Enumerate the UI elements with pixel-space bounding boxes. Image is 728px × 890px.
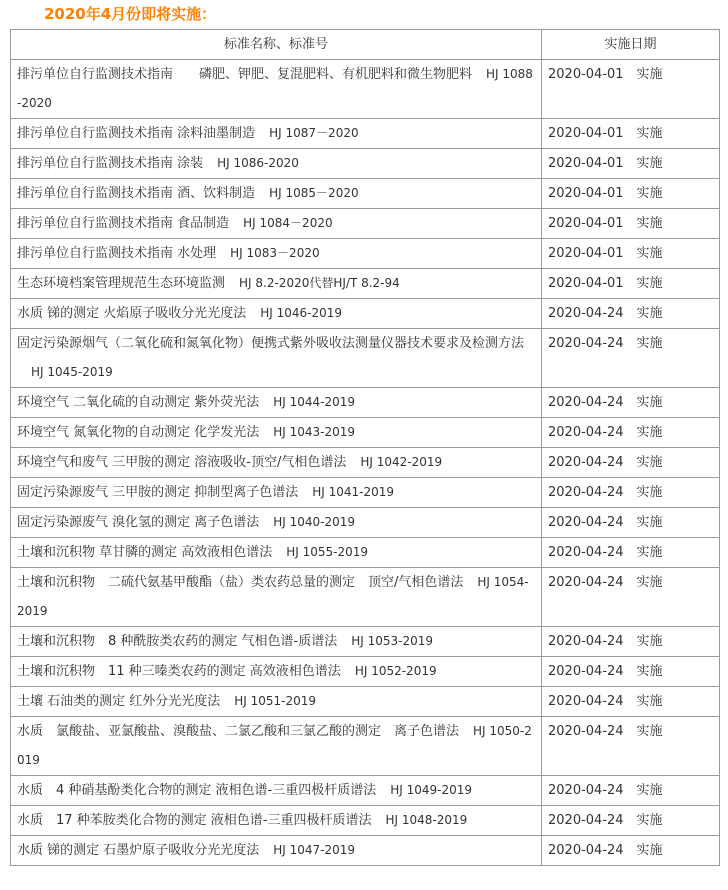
column-header-date: 实施日期	[542, 30, 720, 60]
implementation-date: 2020-04-01 实施	[542, 239, 720, 269]
column-header-name: 标准名称、标准号	[11, 30, 542, 60]
implementation-date: 2020-04-24 实施	[542, 388, 720, 418]
standard-name: 土壤和沉积物 二硫代氨基甲酸酯（盐）类农药总量的测定 顶空/气相色谱法	[17, 575, 464, 590]
standard-code: HJ 1049-2019	[390, 783, 473, 797]
standard-name: 固定污染源废气 三甲胺的测定 抑制型离子色谱法	[17, 485, 299, 500]
standard-name: 土壤和沉积物 11 种三嗪类农药的测定 高效液相色谱法	[17, 664, 341, 679]
standard-name-cell	[11, 657, 542, 687]
implementation-date: 2020-04-01 实施	[542, 60, 720, 119]
standard-code: HJ 1046-2019	[260, 306, 343, 320]
standard-code: HJ 1084－2020	[243, 216, 333, 230]
standard-name-cell	[11, 179, 542, 209]
standard-name: 排污单位自行监测技术指南 食品制造	[17, 216, 230, 231]
table-row	[11, 687, 720, 717]
standard-code: HJ 1083－2020	[230, 246, 320, 260]
standard-name-cell	[11, 478, 542, 508]
standard-code: HJ 1052-2019	[354, 664, 437, 678]
standard-name: 水质 4 种硝基酚类化合物的测定 液相色谱-三重四极杆质谱法	[17, 783, 377, 798]
standard-name: 水质 锑的测定 石墨炉原子吸收分光光度法	[17, 843, 260, 858]
table-row	[11, 299, 720, 329]
implementation-date: 2020-04-01 实施	[542, 119, 720, 149]
implementation-date: 2020-04-24 实施	[542, 776, 720, 806]
implementation-date: 2020-04-24 实施	[542, 627, 720, 657]
standard-code: HJ 1050-2019	[17, 724, 532, 767]
table-row	[11, 568, 720, 627]
standards-table	[10, 29, 720, 866]
table-row	[11, 478, 720, 508]
standard-name-cell	[11, 269, 542, 299]
implementation-date: 2020-04-24 实施	[542, 448, 720, 478]
page-heading: 2020年4月份即将实施：	[44, 5, 217, 23]
table-row	[11, 269, 720, 299]
standard-name-cell	[11, 209, 542, 239]
standard-name-cell	[11, 418, 542, 448]
standard-name-cell	[11, 776, 542, 806]
standard-code: HJ 1045-2019	[31, 365, 113, 379]
table-row	[11, 179, 720, 209]
standard-name-cell	[11, 60, 542, 119]
standard-code: HJ 1054-2019	[17, 575, 529, 618]
standard-name: 固定污染源烟气（二氧化硫和氮氧化物）便携式紫外吸收法测量仪器技术要求及检测方法	[17, 336, 525, 351]
standard-code: HJ 1042-2019	[360, 455, 443, 469]
implementation-date: 2020-04-24 实施	[542, 418, 720, 448]
standard-code: HJ 1085－2020	[269, 186, 359, 200]
standard-name: 排污单位自行监测技术指南 水处理	[17, 246, 217, 261]
standard-code: HJ 1043-2019	[273, 425, 356, 439]
standard-name: 生态环境档案管理规范生态环境监测	[17, 276, 226, 291]
standard-name-cell	[11, 299, 542, 329]
standard-name: 排污单位自行监测技术指南 酒、饮料制造	[17, 186, 256, 201]
table-row	[11, 538, 720, 568]
standard-name-cell	[11, 508, 542, 538]
standard-name: 水质 锑的测定 火焰原子吸收分光光度法	[17, 306, 247, 321]
table-row	[11, 239, 720, 269]
standard-name-cell	[11, 538, 542, 568]
standard-code: HJ 1053-2019	[351, 634, 434, 648]
standard-name: 水质 17 种苯胺类化合物的测定 液相色谱-三重四极杆质谱法	[17, 813, 372, 828]
table-row	[11, 508, 720, 538]
standard-name: 环境空气 氮氧化物的自动测定 化学发光法	[17, 425, 260, 440]
table-row	[11, 717, 720, 776]
standard-name-cell	[11, 388, 542, 418]
standard-name-cell	[11, 239, 542, 269]
standard-name-cell	[11, 627, 542, 657]
implementation-date: 2020-04-24 实施	[542, 329, 720, 388]
standard-name: 土壤 石油类的测定 红外分光光度法	[17, 694, 221, 709]
standard-name-cell	[11, 687, 542, 717]
standard-code: HJ 1044-2019	[273, 395, 356, 409]
standard-name-cell	[11, 119, 542, 149]
table-row	[11, 329, 720, 388]
table-row	[11, 149, 720, 179]
table-row	[11, 657, 720, 687]
standard-name: 水质 氯酸盐、亚氯酸盐、溴酸盐、二氯乙酸和三氯乙酸的测定 离子色谱法	[17, 724, 460, 739]
implementation-date: 2020-04-01 实施	[542, 209, 720, 239]
standard-name: 环境空气和废气 三甲胺的测定 溶液吸收-顶空/气相色谱法	[17, 455, 347, 470]
table-row	[11, 806, 720, 836]
standard-name: 排污单位自行监测技术指南 涂装	[17, 156, 204, 171]
implementation-date: 2020-04-01 实施	[542, 149, 720, 179]
standard-code: HJ 1055-2019	[286, 545, 369, 559]
table-row	[11, 119, 720, 149]
standard-code: HJ 1088-2020	[17, 67, 533, 110]
standard-name-cell	[11, 806, 542, 836]
table-row	[11, 627, 720, 657]
standard-name-cell	[11, 149, 542, 179]
implementation-date: 2020-04-01 实施	[542, 269, 720, 299]
standard-code: HJ 1086-2020	[217, 156, 299, 170]
standard-name: 土壤和沉积物 草甘膦的测定 高效液相色谱法	[17, 545, 273, 560]
table-row	[11, 418, 720, 448]
table-header-row	[11, 30, 720, 60]
table-row	[11, 448, 720, 478]
standard-name-cell	[11, 568, 542, 627]
table-row	[11, 60, 720, 119]
table-row	[11, 776, 720, 806]
implementation-date: 2020-04-24 实施	[542, 717, 720, 776]
implementation-date: 2020-04-24 实施	[542, 687, 720, 717]
implementation-date: 2020-04-24 实施	[542, 806, 720, 836]
implementation-date: 2020-04-24 实施	[542, 538, 720, 568]
standard-code: HJ 8.2-2020代替HJ/T 8.2-94	[239, 276, 400, 290]
standard-code: HJ 1051-2019	[234, 694, 317, 708]
table-row	[11, 209, 720, 239]
standard-name: 土壤和沉积物 8 种酰胺类农药的测定 气相色谱-质谱法	[17, 634, 338, 649]
standard-code: HJ 1087－2020	[269, 126, 359, 140]
implementation-date: 2020-04-01 实施	[542, 179, 720, 209]
implementation-date: 2020-04-24 实施	[542, 657, 720, 687]
standard-name-cell	[11, 836, 542, 866]
implementation-date: 2020-04-24 实施	[542, 836, 720, 866]
table-body	[11, 60, 720, 866]
implementation-date: 2020-04-24 实施	[542, 568, 720, 627]
implementation-date: 2020-04-24 实施	[542, 299, 720, 329]
implementation-date: 2020-04-24 实施	[542, 478, 720, 508]
implementation-date: 2020-04-24 实施	[542, 508, 720, 538]
standard-name: 环境空气 二氧化硫的自动测定 紫外荧光法	[17, 395, 260, 410]
standard-code: HJ 1040-2019	[273, 515, 356, 529]
standard-name: 排污单位自行监测技术指南 磷肥、钾肥、复混肥料、有机肥料和微生物肥料	[17, 67, 473, 82]
table-row	[11, 836, 720, 866]
standard-code: HJ 1041-2019	[312, 485, 395, 499]
standard-name-cell	[11, 717, 542, 776]
standard-name: 排污单位自行监测技术指南 涂料油墨制造	[17, 126, 256, 141]
standard-name-cell	[11, 329, 542, 388]
standard-code: HJ 1047-2019	[273, 843, 356, 857]
standard-name-cell	[11, 448, 542, 478]
standard-code: HJ 1048-2019	[385, 813, 468, 827]
table-row	[11, 388, 720, 418]
standard-name: 固定污染源废气 溴化氢的测定 离子色谱法	[17, 515, 260, 530]
